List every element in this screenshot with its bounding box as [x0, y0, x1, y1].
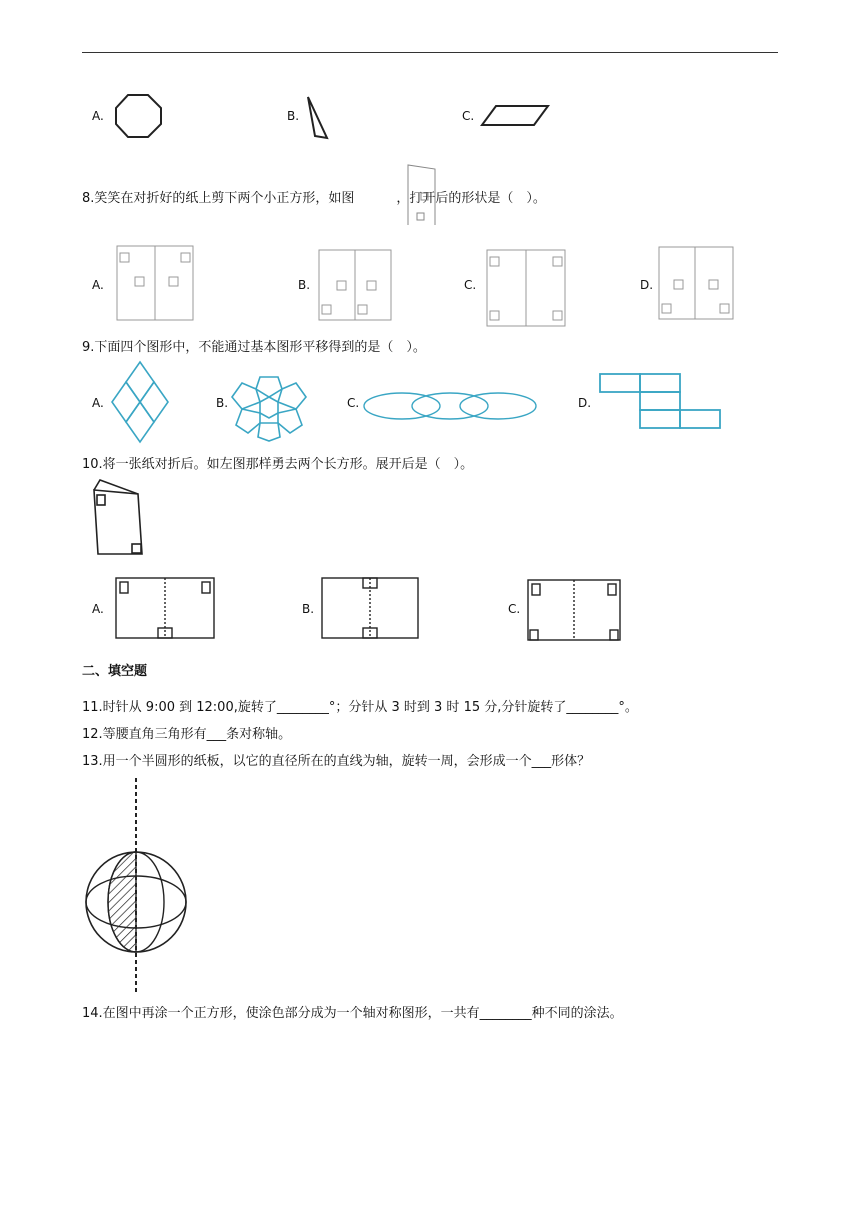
q8-option-b-figure	[318, 249, 392, 323]
q9-option-c-label: C.	[347, 396, 360, 410]
q14-question: 14.在图中再涂一个正方形，使涂色部分成为一个轴对称图形，一共有________种不同的涂法。	[82, 1006, 623, 1021]
folded-paper-figure	[405, 163, 439, 227]
q8-question	[82, 187, 546, 206]
q10-option-c-figure	[526, 578, 624, 644]
q10-option-a-label: A.	[92, 602, 104, 616]
q8-option-d-label: D.	[640, 278, 654, 292]
header-rule	[82, 52, 778, 53]
q8-option-c-label: C.	[464, 278, 477, 292]
q12-question: 12.等腰直角三角形有___条对称轴。	[82, 727, 292, 742]
q9-question: 9.下面四个图形中，不能通过基本图形平移得到的是（ ）。	[82, 340, 426, 355]
q10-option-a-figure	[114, 576, 218, 642]
octagon-figure	[114, 93, 164, 139]
q8-option-c-figure	[486, 249, 568, 329]
rectangle-steps-figure	[598, 372, 724, 432]
ellipse-chain-figure	[362, 390, 538, 424]
q7-option-b-label: B.	[287, 109, 300, 123]
q10-option-c-label: C.	[508, 602, 521, 616]
q11-question: 11.时针从 9:00 到 12:00,旋转了________°；分针从 3 时到 3 时 15 分,分针旋转了________°。	[82, 700, 638, 715]
q10-option-b-figure	[320, 576, 422, 642]
q9-option-d-label: D.	[578, 396, 592, 410]
triangle-figure	[305, 95, 331, 141]
q7-option-a-label: A.	[92, 109, 104, 123]
q8-text-before: 8.笑笑在对折好的纸上剪下两个小正方形，如图	[82, 191, 355, 206]
q13-question: 13.用一个半圆形的纸板，以它的直径所在的直线为轴，旋转一周，会形成一个___形体？	[82, 754, 591, 769]
q9-option-b-label: B.	[216, 396, 229, 410]
sphere-rotation-figure	[82, 776, 192, 994]
pentagon-ring-figure	[230, 373, 308, 443]
q8-text-after: ，打开后的形状是（ ）。	[396, 191, 546, 206]
parallelogram-figure	[480, 104, 552, 128]
rhombus-pattern-figure	[108, 360, 172, 444]
q7-option-c-label: C.	[462, 109, 475, 123]
q10-question: 10.将一张纸对折后。如左图那样勇去两个长方形。展开后是（ ）。	[82, 457, 474, 472]
q9-option-a-label: A.	[92, 396, 104, 410]
q8-option-d-figure	[658, 246, 736, 322]
q8-option-b-label: B.	[298, 278, 311, 292]
folded-paper-cut-figure	[90, 478, 146, 558]
q8-option-a-figure	[116, 245, 196, 323]
section-title: 二、填空题	[82, 664, 148, 679]
q8-option-a-label: A.	[92, 278, 104, 292]
q10-option-b-label: B.	[302, 602, 315, 616]
